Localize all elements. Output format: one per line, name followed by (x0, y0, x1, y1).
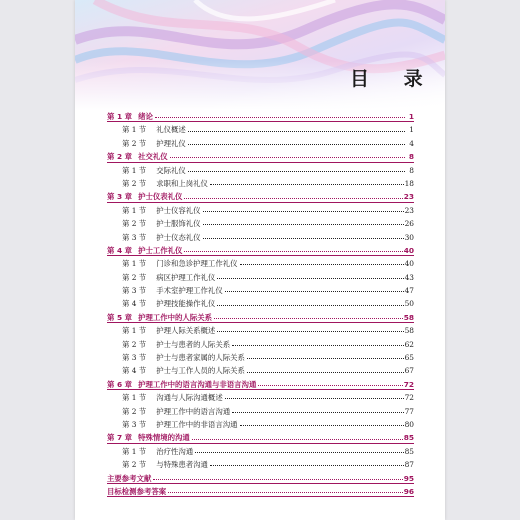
toc-entry-number: 第 4 节 (122, 299, 147, 309)
toc-entry-page-number: 8 (408, 152, 414, 162)
toc-entry-number: 第 7 章 (107, 433, 133, 443)
toc-entry-page-number: 43 (404, 272, 414, 282)
toc-entry-number: 第 2 节 (122, 406, 147, 416)
toc-section-entry (107, 364, 414, 377)
toc-entry-label (122, 164, 186, 177)
dot-leader (247, 371, 404, 373)
toc-entry-title: 沟通与人际沟通概述 (156, 393, 223, 403)
dot-leader (184, 197, 402, 199)
toc-entry-title: 护士仪表礼仪 (138, 192, 183, 202)
dot-leader (168, 491, 403, 493)
toc-entry-title: 交际礼仪 (156, 165, 186, 175)
toc-entry-page-number: 85 (404, 446, 414, 456)
toc-entry-page-number: 1 (409, 125, 414, 135)
toc-entry-title: 主要参考文献 (107, 473, 152, 483)
toc-chapter-entry (107, 431, 414, 444)
toc-entry-number: 第 1 节 (122, 393, 147, 403)
toc-entry-label (122, 391, 223, 404)
toc-entry-title: 护理礼仪 (156, 138, 186, 148)
dot-leader (217, 277, 403, 279)
dot-leader (225, 290, 404, 292)
toc-entry-title: 门诊和急诊护理工作礼仪 (156, 259, 238, 269)
toc-entry-page-number: 1 (408, 112, 414, 121)
toc-entry-page-number: 62 (404, 339, 414, 349)
dot-leader (232, 411, 403, 413)
toc-section-entry (107, 257, 414, 270)
toc-chapter-entry (107, 150, 414, 163)
toc-entry-label (122, 364, 245, 377)
toc-entry-label (122, 177, 208, 190)
toc-entry-title: 礼仪概述 (156, 125, 186, 135)
toc-entry-title: 社交礼仪 (138, 152, 168, 162)
toc-entry-number: 第 5 章 (107, 312, 133, 322)
toc-entry-number: 第 1 节 (122, 326, 147, 336)
toc-entry-title: 护士服饰礼仪 (156, 219, 201, 229)
toc-entry-label (107, 485, 166, 498)
toc-entry-title: 护理工作中的语言沟通与非语言沟通 (138, 379, 257, 389)
toc-entry-number: 第 3 节 (122, 232, 147, 242)
toc-entry-label (122, 338, 230, 351)
toc-entry-label (122, 351, 245, 364)
toc-entry-title: 护理工作中的人际关系 (138, 312, 212, 322)
toc-entry-label (122, 204, 201, 217)
toc-entry-page-number: 72 (404, 393, 414, 403)
toc-entry-page-number: 8 (409, 165, 414, 175)
toc-entry-page-number: 72 (403, 379, 414, 389)
toc-entry-title: 护理人际关系概述 (156, 326, 216, 336)
decorative-banner (75, 0, 445, 110)
dot-leader (188, 130, 405, 132)
toc-entry-title: 护士与患者的人际关系 (156, 339, 231, 349)
toc-entry-number: 第 2 节 (122, 339, 147, 349)
toc-entry-page-number: 30 (404, 232, 414, 242)
toc-entry-title: 护理工作中的非语言沟通 (156, 419, 238, 429)
toc-entry-label (122, 418, 238, 431)
toc-entry-label (122, 458, 208, 471)
toc-entry-number: 第 3 节 (122, 353, 147, 363)
page-title: 目 录 (350, 68, 437, 90)
toc-entry-title: 护士与患者家属的人际关系 (156, 353, 245, 363)
document-page (75, 0, 445, 520)
toc-entry-page-number: 26 (404, 219, 414, 229)
toc-entry-label (122, 257, 238, 270)
toc-entry-page-number: 4 (409, 138, 414, 148)
toc-entry-page-number: 77 (404, 406, 414, 416)
toc-section-entry (107, 338, 414, 351)
toc-entry-title: 与特殊患者沟通 (156, 460, 208, 470)
toc-entry-label (122, 445, 193, 458)
toc-entry-number: 第 3 节 (122, 286, 147, 296)
toc-entry-title: 绪论 (138, 112, 153, 121)
dot-leader (153, 478, 402, 480)
toc-entry-page-number: 58 (403, 312, 414, 322)
toc-entry-label (107, 378, 256, 391)
dot-leader (225, 397, 404, 399)
toc-entry-title: 护士仪态礼仪 (156, 232, 201, 242)
toc-entry-label (122, 271, 215, 284)
toc-entry-number: 第 2 节 (122, 219, 147, 229)
dot-leader (217, 304, 403, 306)
dot-leader (210, 464, 404, 466)
toc-section-entry (107, 164, 414, 177)
toc-section-entry (107, 391, 414, 404)
toc-section-entry (107, 271, 414, 284)
toc-entry-page-number: 40 (403, 245, 414, 255)
dot-leader (203, 223, 404, 225)
toc-entry-label (122, 405, 230, 418)
toc-entry-number: 第 1 节 (122, 125, 147, 135)
toc-entry-number: 第 3 节 (122, 419, 147, 429)
dot-leader (192, 438, 403, 440)
toc-chapter-entry (107, 190, 414, 203)
toc-entry-label (122, 297, 215, 310)
dot-leader (203, 237, 404, 239)
toc-entry-page-number: 50 (404, 299, 414, 309)
toc-entry-page-number: 85 (403, 433, 414, 443)
dot-leader (155, 116, 405, 118)
toc-entry-title: 手术室护理工作礼仪 (156, 286, 223, 296)
toc-appendix-entry (107, 485, 414, 498)
toc-entry-label (107, 110, 153, 123)
toc-entry-number: 第 4 节 (122, 366, 147, 376)
toc-chapter-entry (107, 244, 414, 257)
toc-entry-label (122, 123, 186, 136)
toc-section-entry (107, 297, 414, 310)
toc-section-entry (107, 458, 414, 471)
toc-entry-page-number: 18 (404, 178, 414, 188)
dot-leader (240, 424, 404, 426)
toc-entry-label (107, 244, 182, 257)
toc-section-entry (107, 204, 414, 217)
dot-leader (258, 384, 402, 386)
toc-entry-label (107, 150, 168, 163)
toc-entry-number: 第 1 章 (107, 112, 133, 121)
toc-entry-label (122, 284, 223, 297)
toc-chapter-entry (107, 311, 414, 324)
toc-entry-page-number: 95 (403, 473, 414, 483)
dot-leader (188, 170, 405, 172)
toc-entry-number: 第 2 节 (122, 272, 147, 282)
toc-section-entry (107, 137, 414, 150)
toc-entry-label (107, 431, 190, 444)
toc-entry-page-number: 23 (404, 205, 414, 215)
toc-entry-page-number: 23 (403, 192, 414, 202)
toc-section-entry (107, 324, 414, 337)
toc-entry-page-number: 65 (404, 353, 414, 363)
toc-entry-label (122, 231, 201, 244)
toc-entry-title: 护理工作中的语言沟通 (156, 406, 231, 416)
toc-entry-title: 护士仪容礼仪 (156, 205, 201, 215)
toc-entry-title: 治疗性沟通 (156, 446, 194, 456)
toc-entry-title: 护理技能操作礼仪 (156, 299, 216, 309)
toc-entry-label (107, 190, 182, 203)
toc-entry-page-number: 47 (404, 286, 414, 296)
toc-entry-number: 第 3 章 (107, 192, 133, 202)
toc-entry-number: 第 2 节 (122, 460, 147, 470)
toc-entry-label (122, 217, 201, 230)
toc-entry-title: 护士工作礼仪 (138, 245, 183, 255)
toc-section-entry (107, 405, 414, 418)
dot-leader (184, 250, 402, 252)
toc-entry-number: 第 6 章 (107, 379, 133, 389)
dot-leader (210, 183, 404, 185)
toc-section-entry (107, 445, 414, 458)
dot-leader (232, 344, 403, 346)
dot-leader (195, 451, 403, 453)
toc-section-entry (107, 177, 414, 190)
dot-leader (217, 330, 403, 332)
toc-entry-page-number: 67 (404, 366, 414, 376)
toc-chapter-entry (107, 110, 414, 123)
toc-entry-number: 第 4 章 (107, 245, 133, 255)
table-of-contents (107, 110, 414, 498)
toc-entry-title: 病区护理工作礼仪 (156, 272, 216, 282)
toc-section-entry (107, 351, 414, 364)
toc-section-entry (107, 284, 414, 297)
toc-entry-number: 第 1 节 (122, 165, 147, 175)
toc-entry-title: 目标检测参考答案 (107, 486, 167, 496)
toc-entry-page-number: 58 (404, 326, 414, 336)
toc-entry-number: 第 2 节 (122, 178, 147, 188)
dot-leader (203, 210, 404, 212)
toc-section-entry (107, 231, 414, 244)
toc-entry-page-number: 96 (403, 486, 414, 496)
toc-entry-title: 求职和上岗礼仪 (156, 178, 208, 188)
toc-entry-page-number: 87 (404, 460, 414, 470)
toc-appendix-entry (107, 472, 414, 485)
toc-entry-page-number: 80 (404, 419, 414, 429)
toc-entry-label (122, 324, 215, 337)
toc-entry-label (107, 311, 212, 324)
toc-entry-page-number: 40 (404, 259, 414, 269)
toc-entry-number: 第 1 节 (122, 259, 147, 269)
toc-entry-number: 第 2 章 (107, 152, 133, 162)
dot-leader (247, 357, 404, 359)
toc-entry-label (122, 137, 186, 150)
toc-section-entry (107, 418, 414, 431)
dot-leader (170, 156, 405, 158)
dot-leader (188, 143, 405, 145)
toc-section-entry (107, 217, 414, 230)
dot-leader (240, 263, 404, 265)
toc-section-entry (107, 123, 414, 136)
toc-entry-title: 护士与工作人员的人际关系 (156, 366, 245, 376)
toc-entry-number: 第 1 节 (122, 446, 147, 456)
toc-entry-title: 特殊情境的沟通 (138, 433, 190, 443)
dot-leader (214, 317, 403, 319)
toc-entry-number: 第 1 节 (122, 205, 147, 215)
toc-entry-number: 第 2 节 (122, 138, 147, 148)
toc-entry-label (107, 472, 151, 485)
toc-chapter-entry (107, 378, 414, 391)
